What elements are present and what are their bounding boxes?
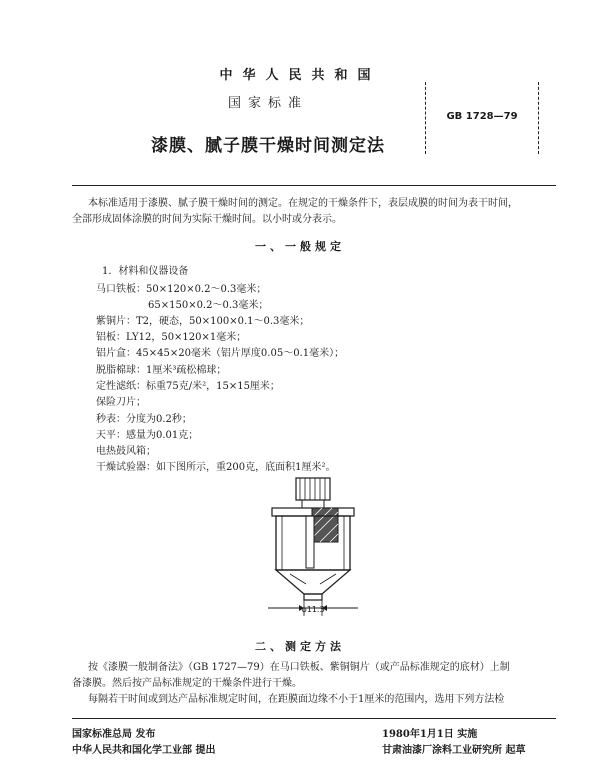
effective-date: 1980年1月1日 实施 [382, 729, 478, 740]
intro-line-2: 全部形成固体涂膜的时间为实际干燥时间。以小时或分表示。 [72, 214, 342, 225]
section-1-heading: 一、一般规定 [255, 240, 345, 253]
list-item: 天平：感量为0.01克； [96, 430, 199, 441]
issuer-label: 国家标准总局 发布 [72, 729, 156, 740]
dimension-label: ϕ11.3 [301, 605, 325, 614]
standard-code: GB 1728—79 [446, 111, 518, 122]
standard-type: 国家标准 [227, 96, 308, 111]
header-rule [72, 185, 556, 186]
section-1-subheading: 1．材料和仪器设备 [102, 266, 189, 277]
section-2-heading: 二、测定方法 [255, 640, 345, 653]
drying-tester-figure [250, 474, 370, 624]
list-item: 定性滤纸：标重75克/米²，15×15厘米； [96, 381, 280, 392]
intro-line-1: 本标准适用于漆膜、腻子膜干燥时间的测定。在规定的干燥条件下，表层成膜的时间为表干时间， [88, 198, 518, 209]
list-item: 65×150×0.2～0.3毫米； [148, 300, 269, 311]
proposer-label: 中华人民共和国化学工业部 提出 [72, 745, 216, 756]
document-title: 漆膜、腻子膜干燥时间测定法 [151, 136, 385, 156]
method-line-3: 每隔若干时间或到达产品标准规定时间，在距膜面边缘不小于1厘米的范围内，选用下列方法检 [88, 694, 505, 705]
standard-code-box [425, 82, 539, 154]
country-name: 中华人民共和国 [219, 68, 381, 83]
drafter-label: 甘肃油漆厂涂料工业研究所 起草 [382, 745, 526, 756]
list-item: 干燥试验器：如下图所示，重200克，底面积1厘米²。 [96, 462, 336, 473]
list-item: 紫铜片：T2，硬态，50×100×0.1～0.3毫米； [96, 316, 310, 327]
list-item: 马口铁板：50×120×0.2～0.3毫米； [96, 284, 267, 295]
method-line-2: 备漆膜。然后按产品标准规定的干燥条件进行干燥。 [72, 678, 302, 689]
method-line-1: 按《漆膜一般制备法》（GB 1727—79）在马口铁板、紫铜铜片（或产品标准规定的底材）上制 [88, 662, 510, 673]
list-item: 秒表：分度为0.2秒； [96, 414, 192, 425]
list-item: 铝片盒：45×45×20毫米（铝片厚度0.05～0.1毫米）； [96, 348, 345, 359]
footer-rule [72, 718, 556, 719]
list-item: 电热鼓风箱； [96, 446, 156, 457]
list-item: 保险刀片； [96, 397, 146, 408]
list-item: 脱脂棉球：1厘米³疏松棉球； [96, 365, 227, 376]
list-item: 铝板：LY12，50×120×1毫米； [96, 332, 247, 343]
